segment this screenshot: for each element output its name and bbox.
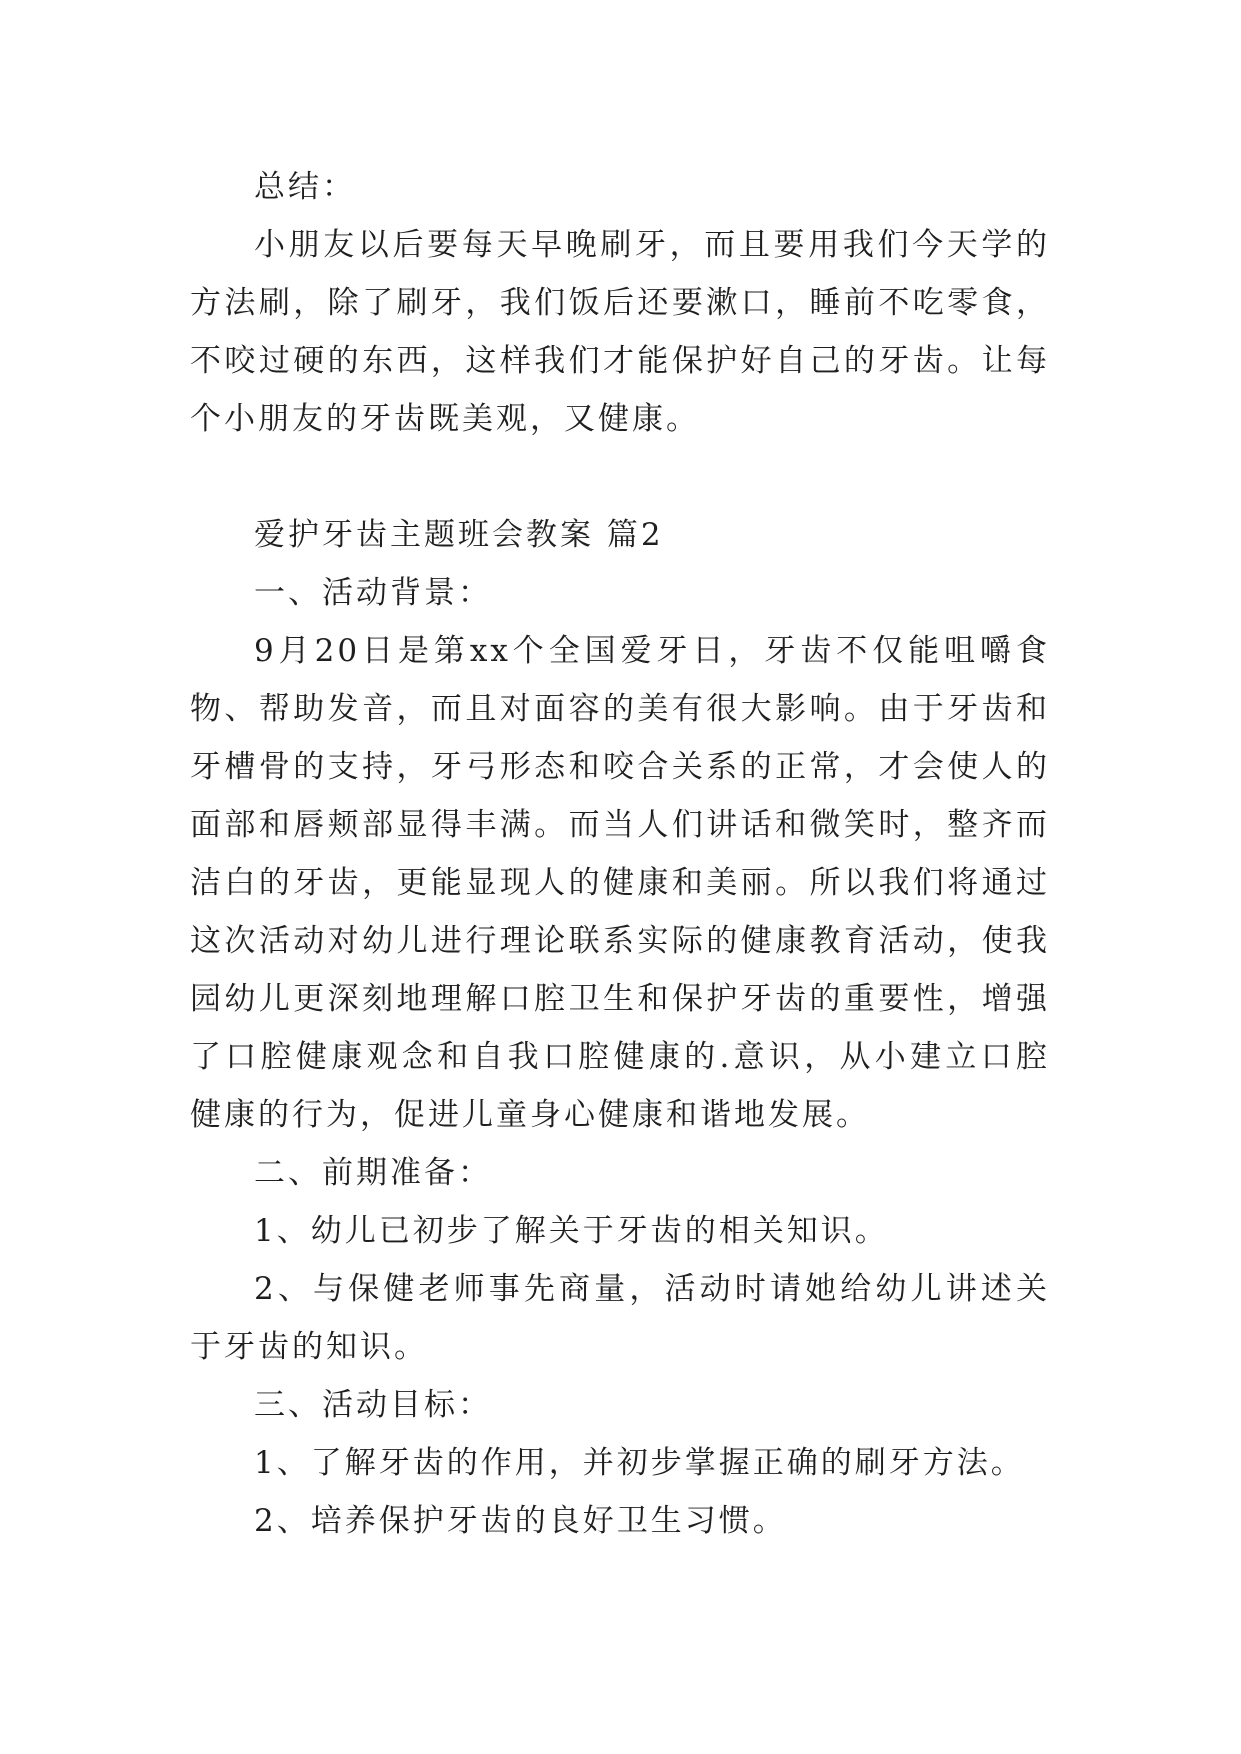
summary-heading: 总结：	[254, 169, 356, 205]
background-heading: 一、活动背景：	[254, 575, 492, 611]
section-title: 爱护牙齿主题班会教案 篇2	[254, 517, 664, 553]
section-gap	[190, 448, 1050, 506]
preparation-heading: 二、前期准备：	[254, 1155, 492, 1191]
preparation-item-2: 2、与保健老师事先商量，活动时请她给幼儿讲述关于牙齿的知识。	[190, 1271, 1050, 1365]
document-body	[190, 158, 1050, 1550]
goals-heading: 三、活动目标：	[254, 1387, 492, 1423]
background-paragraph: 9月20日是第xx个全国爱牙日，牙齿不仅能咀嚼食物、帮助发音，而且对面容的美有很大影响。由于牙齿和牙槽骨的支持，牙弓形态和咬合关系的正常，才会使人的面部和唇颊部显得丰满。而当人们讲话和微笑时，整齐而洁白的牙齿，更能显现人的健康和美丽。所以我们将通过这次活动对幼儿进行理论联系实际的健康教育活动，使我园幼儿更深刻地理解口腔卫生和保护牙齿的重要性，增强了口腔健康观念和自我口腔健康的.意识，从小建立口腔健康的行为，促进儿童身心健康和谐地发展。	[190, 633, 1050, 1133]
summary-paragraph: 小朋友以后要每天早晚刷牙，而且要用我们今天学的方法刷，除了刷牙，我们饭后还要漱口，睡前不吃零食，不咬过硬的东西，这样我们才能保护好自己的牙齿。让每个小朋友的牙齿既美观，又健康。	[190, 227, 1050, 437]
goals-item-2: 2、培养保护牙齿的良好卫生习惯。	[254, 1503, 787, 1539]
preparation-item-1: 1、幼儿已初步了解关于牙齿的相关知识。	[254, 1213, 889, 1249]
goals-item-1: 1、了解牙齿的作用，并初步掌握正确的刷牙方法。	[254, 1445, 1025, 1481]
